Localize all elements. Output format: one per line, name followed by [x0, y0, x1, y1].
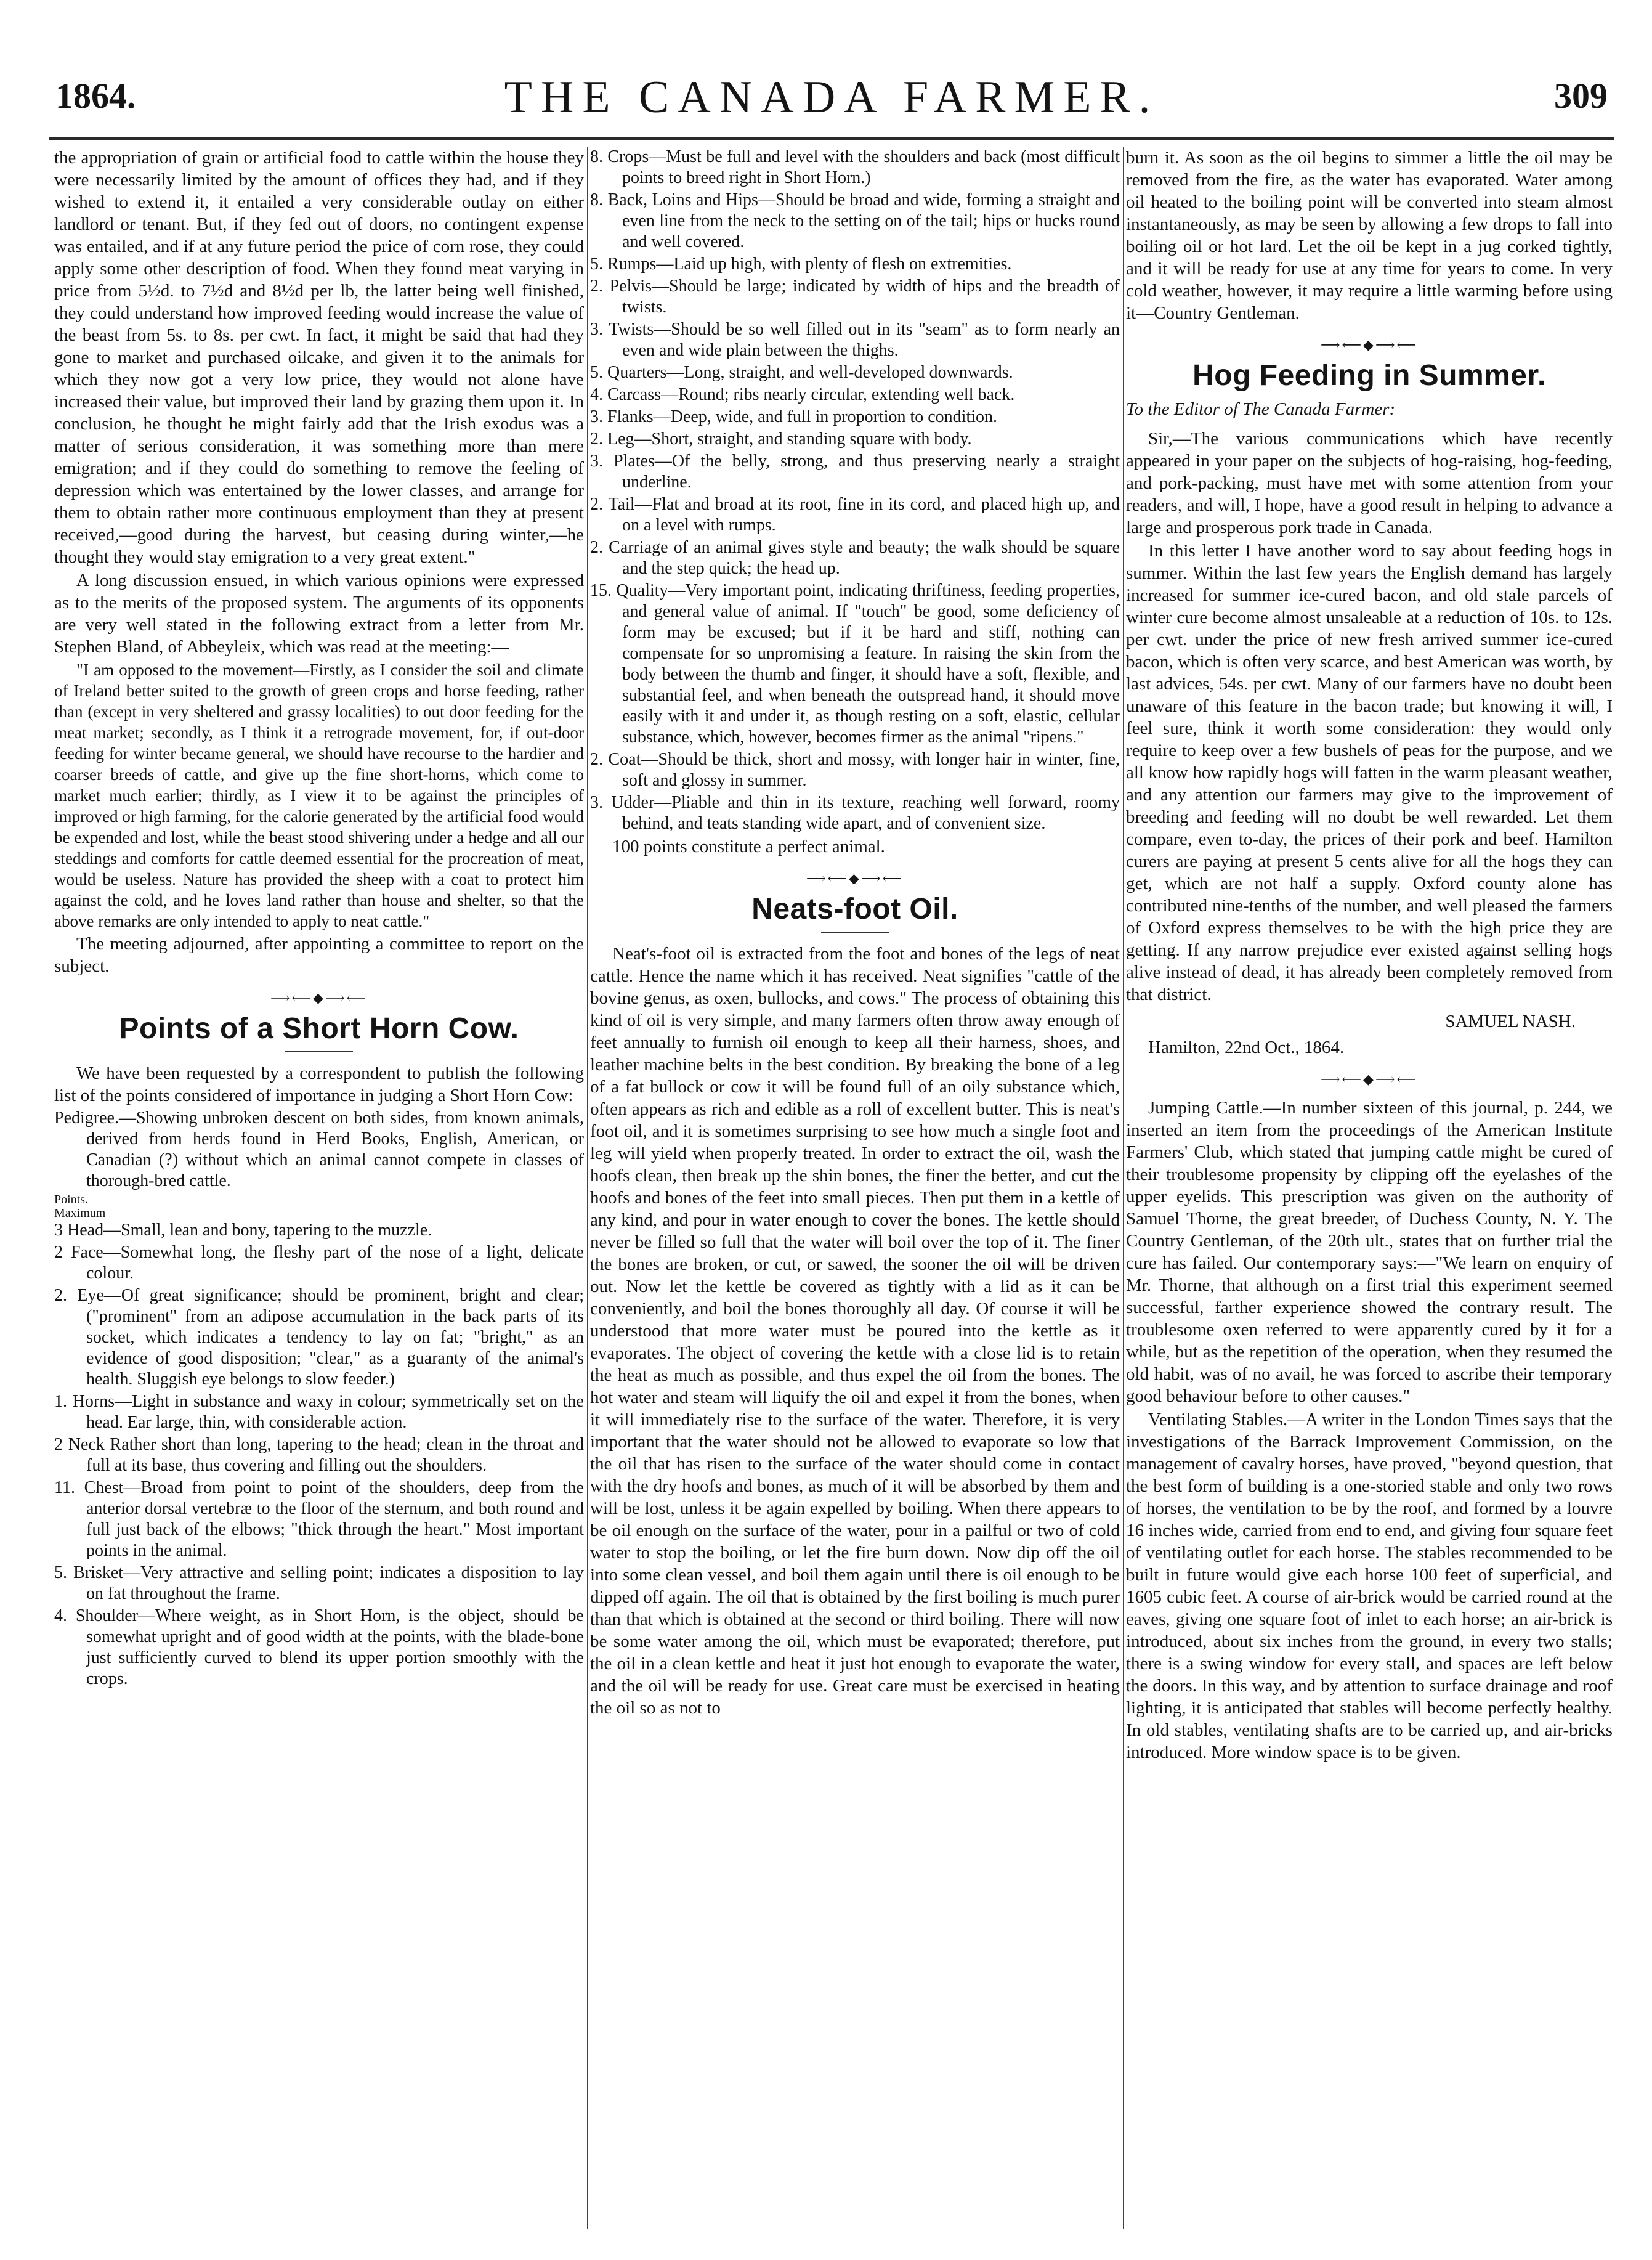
list-item: 3. Twists—Should be so well filled out in its "seam" as to form nearly an even and wide plain between the thighs. — [590, 320, 1120, 360]
paragraph: In this letter I have another word to say about feeding hogs in summer. Within the last few years the English demand has largely increased for summer ice-cured bacon, and old stale parcels of winter cure become almost unsaleable at a reduction of 10s. to 12s. per cwt. under the price of new fresh arrived summer ice-cured bacon, which is often very scarce, and best American was worth, by last advices, 54s. per cwt. Many of our farmers have no doubt been unaware of this feature in the bacon trade; but knowing it will, I feel sure, think it worth some consideration: they would only require to keep over a few bushels of peas for the purpose, and we all know how rapidly hogs will fatten in the warm pleasant weather, and any attention our farmers may give to the improvement of breeding and feeding will no doubt be well rewarded. Let them compare, even to-day, the prices of their pork and beef. Hamilton curers are paying at present 5 cents alive for all the hogs they can get, which are not half a supply. Oxford county alone has contributed nine-tenths of the number, and well pleased the farmers of Oxford express themselves to be with the high price they are getting. If any narrow prejudice ever existed against selling hogs alive instead of dead, it has already been completely removed from that district. — [1126, 541, 1613, 1004]
paragraph: Ventilating Stables.—A writer in the London Times says that the investigations of the Barrack Improvement Commission, on the management of cavalry horses, have proved, "beyond question, that the best form of building is a one-storied stable and only two rows of horses, the ventilation to be by the roof, and formed by a louvre 16 inches wide, carried from end to end, and giving four square feet of ventilating outlet for each horse. The stables recommended to be built in future would give each horse 100 feet of superficial, and 1605 cubic feet. A course of air-brick would be carried round at the eaves, giving one square foot of inlet to each horse; an air-brick is introduced, about six inches from the ground, in every two stalls; there is a swing window for every stall, and spaces are left below the doors. In this way, and by attention to surface drainage and roof lighting, it is anticipated that stables will become perfectly healthy. In old stables, ventilating shafts are to be carried up, and air-bricks introduced. More window space is to be given. — [1126, 1410, 1613, 1762]
list-item: 3. Udder—Pliable and thin in its texture, reaching well forward, roomy behind, and teats standing wide apart, and of convenient size. — [590, 793, 1120, 833]
issue-year: 1864. — [55, 76, 136, 116]
masthead — [55, 69, 1608, 137]
letter-quote: "I am opposed to the movement—Firstly, as I consider the soil and climate of Ireland better suited to the growth of green crops and horse feeding, rather than (except in very sheltered and grassy localities) to out door feeding for the meat market; secondly, as I think it a retrograde movement, for, if out-door feeding for winter became general, we should have recourse to the hardier and coarser breeds of cattle, and give up the fine short-horns, which come to market much earlier; thirdly, as I view it to be against the principles of improved or high farming, for the calorie generated by the artificial food would be expended and lost, while the beast stood shivering under a hedge and all our steddings and comforts for cattle deemed essential for the procreation of meat, would be useless. Nature has provided the sheep with a coat to protect him against the cold, and he loves land rather than house and shelter, so that the above remarks are only intended to apply to neat cattle." — [54, 661, 584, 930]
paragraph: Neat's-foot oil is extracted from the foot and bones of the legs of neat cattle. Hence the name which it has received. Neat signifies "cattle of the bovine genus, as oxen, bullocks, and cows." The process of obtaining this kind of oil is very simple, and many farmers often throw away enough of feet annually to furnish oil enough to keep all their harness, shoes, and leather machine belts in the best condition. By breaking the bone of a leg of a fat bullock or cow it will be found full of an oily substance which, often appears as rich and edible as a roll of excellent butter. This is neat's foot oil, and it is sometimes surprising to see how much a single foot and leg will yield when properly treated. In order to extract the oil, wash the hoofs clean, then break up the shin bones, the finer the better, and cut the hoofs and bones of the feet into small pieces. Then put them in a kettle of any kind, and pour in water enough to cover the bones. The kettle should never be filled so full that the water will boil over the top of it. The finer the bones are broken, or cut, or sawed, the sooner the oil will be driven out. Now let the kettle be covered as tightly with a lid as it can be conveniently, and boil the bones thoroughly all day. Of course it will be understood that more water must be poured into the kettle as it evaporates. The object of covering the kettle with a close lid is to retain the heat as much as possible, and thus expel the oil from the bones. The hot water and steam will liquify the oil and expel it from the bones, when it will immediately rise to the surface of the water. Therefore, it is very important that the water should not be allowed to evaporate so low that the oil that has risen to the surface of the water should come in contact with the dry hoofs and bones, as much of it will be absorbed by them and will be lost, unless it be again expelled by boiling. When there appears to be oil enough on the surface of the water, pour in a pailful or two of cold water to stop the boiling, or let the fire burn down. Now dip off the oil into some clean vessel, and boil them again until there is oil enough to be dipped off again. The oil that is obtained by the first boiling is much purer than that which is obtained at the second or third boiling. There will now be some water among the oil, which must be evaporated; therefore, put the oil in a clean kettle and heat it just hot enough to evaporate the water, and the oil will be ready for use. Great care must be exercised in heating the oil so as not to — [590, 944, 1120, 1718]
signature: SAMUEL NASH. — [1445, 1012, 1576, 1031]
column-divider-2 — [1123, 147, 1124, 2229]
paragraph: Jumping Cattle.—In number sixteen of this journal, p. 244, we inserted an item from the proceedings of the American Institute Farmers' Club, which stated that jumping cattle might be cured of their troublesome propensity by clipping off the eyelashes of the upper eyelids. This prescription was given on the authority of Samuel Thorne, the great breeder, of Duchess County, N. Y. The Country Gentleman, of the 20th ult., states that on further trial the cure has failed. Our contemporary says:—"We learn on enquiry of Mr. Thorne, that although on a first trial this experiment seemed successful, farther experience showed the contrary result. The troublesome oxen referred to were apparently cured by it for a while, but as the repetition of the operation, when they resumed the old habit, was of no avail, he was forced to ascribe their temporary good behaviour before to other causes." — [1126, 1098, 1613, 1406]
list-item: 2. Leg—Short, straight, and standing square with body. — [590, 429, 972, 449]
paragraph: We have been requested by a correspondent to publish the following list of the points considered of importance in judging a Short Horn Cow: — [54, 1063, 584, 1105]
paragraph: Sir,—The various communications which have recently appeared in your paper on the subjects of hog-raising, hog-feeding, and pork-packing, must have met with some attention from your readers, and will, I hope, have a good result in helping to advance a large and prosperous pork trade in Canada. — [1126, 429, 1613, 537]
paragraph: The meeting adjourned, after appointing a committee to report on the subject. — [54, 934, 584, 976]
paragraph: the appropriation of grain or artificial food to cattle within the house they were necessarily limited by the amount of offices they had, and if they wished to extend it, it entailed a very considerable outlay on either landlord or tenant. But, if they fed out of doors, no contingent expense was entailed, and if at any future period the price of corn rose, they could apply some other description of food. When they found meat varying in price from 5½d. to 7½d and 8½d per lb, the latter being well finished, they could understand how improved feeding would increase the value of the beast from 5s. to 8s. per cwt. In fact, it might be said that had they gone to market and purchased oilcake, and given it to the animals for which they now got a very low price, they would not alone have increased their value, but improved their land by grazing them upon it. In conclusion, he thought he might fairly add that the Irish exodus was a matter of serious consideration, it was something more than mere emigration; and if they could do something to remove the feeling of depression which was entertained by the lower classes, and arrange for them to obtain rather more continuous employment than they at present received,—good during the harvest, but ceasing during winter,—he thought they would stay emigration to a very great extent." — [54, 148, 584, 567]
column-1 — [54, 147, 584, 2235]
heading-rule — [285, 1051, 353, 1052]
list-item: 2 Neck Rather short than long, tapering to the head; clean in the throat and full at its base, thus covering and filling out the shoulders. — [54, 1435, 584, 1475]
list-item: 3. Flanks—Deep, wide, and full in proportion to condition. — [590, 407, 998, 426]
list-item: 11. Chest—Broad from point to point of the shoulders, deep from the anterior dorsal vertebræ to the floor of the sternum, and both round and full just back of the elbows; "thick through the heart." Most important points in the animal. — [54, 1478, 584, 1560]
list-item: 2. Carriage of an animal gives style and beauty; the walk should be square and the step quick; the head up. — [590, 538, 1120, 578]
section-ornament: ⟶⟵◆⟶⟵ — [1320, 337, 1419, 352]
list-item: 2. Coat—Should be thick, short and mossy, with longer hair in winter, fine, soft and glossy in summer. — [590, 750, 1120, 790]
list-item: 5. Quarters—Long, straight, and well-developed downwards. — [590, 363, 1013, 382]
newspaper-title: THE CANADA FARMER. — [504, 72, 1159, 123]
paragraph: A long discussion ensued, in which various opinions were expressed as to the merits of the proposed system. The arguments of its opponents are very well stated in the following extract from a letter from Mr. Stephen Bland, of Abbeyleix, which was read at the meeting:— — [54, 571, 584, 657]
column-2 — [590, 147, 1120, 2235]
points-total: 100 points constitute a perfect animal. — [612, 837, 885, 856]
maximum-label: Maximum — [54, 1206, 106, 1220]
list-item: 2. Eye—Of great significance; should be prominent, bright and clear; ("prominent" from an adipose accumulation in the back parts of its socket, which indicates a tendency to lay on fat; "bright," as an evidence of good disposition; "clear," as a guaranty of the animal's health. Sluggish eye belongs to slow feeder.) — [54, 1286, 584, 1389]
list-item: 5. Rumps—Laid up high, with plenty of flesh on extremities. — [590, 254, 1012, 274]
paragraph: burn it. As soon as the oil begins to simmer a little the oil may be removed from the fire, as the water has evaporated. Water among oil heated to the boiling point will be converted into steam almost instantaneously, as may be seen by allowing a few drops to fall into boiling oil or hot lard. Let the oil be kept in a jug corked tightly, and it will be ready for use at any time for years to come. In very cold weather, however, it may require a little warming before using it—Country Gentleman. — [1126, 148, 1613, 323]
list-item: 3. Plates—Of the belly, strong, and thus preserving nearly a straight underline. — [590, 452, 1120, 492]
list-item: 8. Back, Loins and Hips—Should be broad and wide, forming a straight and even line from the neck to the setting on of the tail; hips or hucks round and well covered. — [590, 190, 1120, 251]
dateline: Hamilton, 22nd Oct., 1864. — [1148, 1038, 1345, 1057]
page-number: 309 — [1554, 76, 1608, 116]
article-heading: Hog Feeding in Summer. — [1192, 359, 1546, 392]
column-3 — [1126, 147, 1613, 2235]
section-ornament: ⟶⟵◆⟶⟵ — [806, 871, 904, 886]
list-item: 15. Quality—Very important point, indicating thriftiness, feeding properties, and general value of animal. If "touch" be good, some deficiency of form may be excused; but if it be hard and stiff, nothing can compensate for so unpromising a feature. In raising the skin from the body between the thumb and finger, it should have a soft, flexible, and substantial feel, and when beneath the outspread hand, it should move easily with it and under it, as though resting on a soft, elastic, cellular substance, which, however, becomes firmer as the animal "ripens." — [590, 581, 1120, 747]
list-item: 8. Crops—Must be full and level with the shoulders and back (most difficult points to breed right in Short Horn.) — [590, 147, 1120, 187]
list-item: 4. Shoulder—Where weight, as in Short Horn, is the object, should be somewhat upright and of good width at the points, with the blade-bone just sufficiently curved to blend its upper portion smoothly with the crops. — [54, 1606, 584, 1688]
article-heading: Neats-foot Oil. — [751, 893, 958, 925]
list-item: 4. Carcass—Round; ribs nearly circular, extending well back. — [590, 385, 1015, 404]
header-rule — [49, 137, 1614, 140]
column-divider-1 — [587, 147, 588, 2229]
list-item: 5. Brisket—Very attractive and selling point; indicates a disposition to lay on fat throughout the frame. — [54, 1563, 584, 1603]
article-heading: Points of a Short Horn Cow. — [119, 1012, 519, 1045]
pedigree-item: Pedigree.—Showing unbroken descent on both sides, from known animals, derived from herds found in Herd Books, English, American, or Canadian (?) without which an animal cannot compete in classes of thorough-bred cattle. — [54, 1108, 584, 1190]
section-ornament: ⟶⟵◆⟶⟵ — [1320, 1071, 1419, 1087]
salutation: To the Editor of The Canada Farmer: — [1126, 399, 1396, 419]
list-item: 2 Face—Somewhat long, the fleshy part of the nose of a light, delicate colour. — [54, 1243, 584, 1283]
list-item: 2. Pelvis—Should be large; indicated by width of hips and the breadth of twists. — [590, 277, 1120, 317]
list-item: 3 Head—Small, lean and bony, tapering to the muzzle. — [54, 1221, 432, 1240]
list-item: 2. Tail—Flat and broad at its root, fine in its cord, and placed high up, and on a level with rumps. — [590, 495, 1120, 535]
list-item: 1. Horns—Light in substance and waxy in colour; symmetrically set on the head. Ear large, thin, with considerable action. — [54, 1392, 584, 1432]
points-label: Points. — [54, 1193, 89, 1206]
heading-rule — [821, 932, 889, 933]
section-ornament: ⟶⟵◆⟶⟵ — [270, 990, 368, 1006]
